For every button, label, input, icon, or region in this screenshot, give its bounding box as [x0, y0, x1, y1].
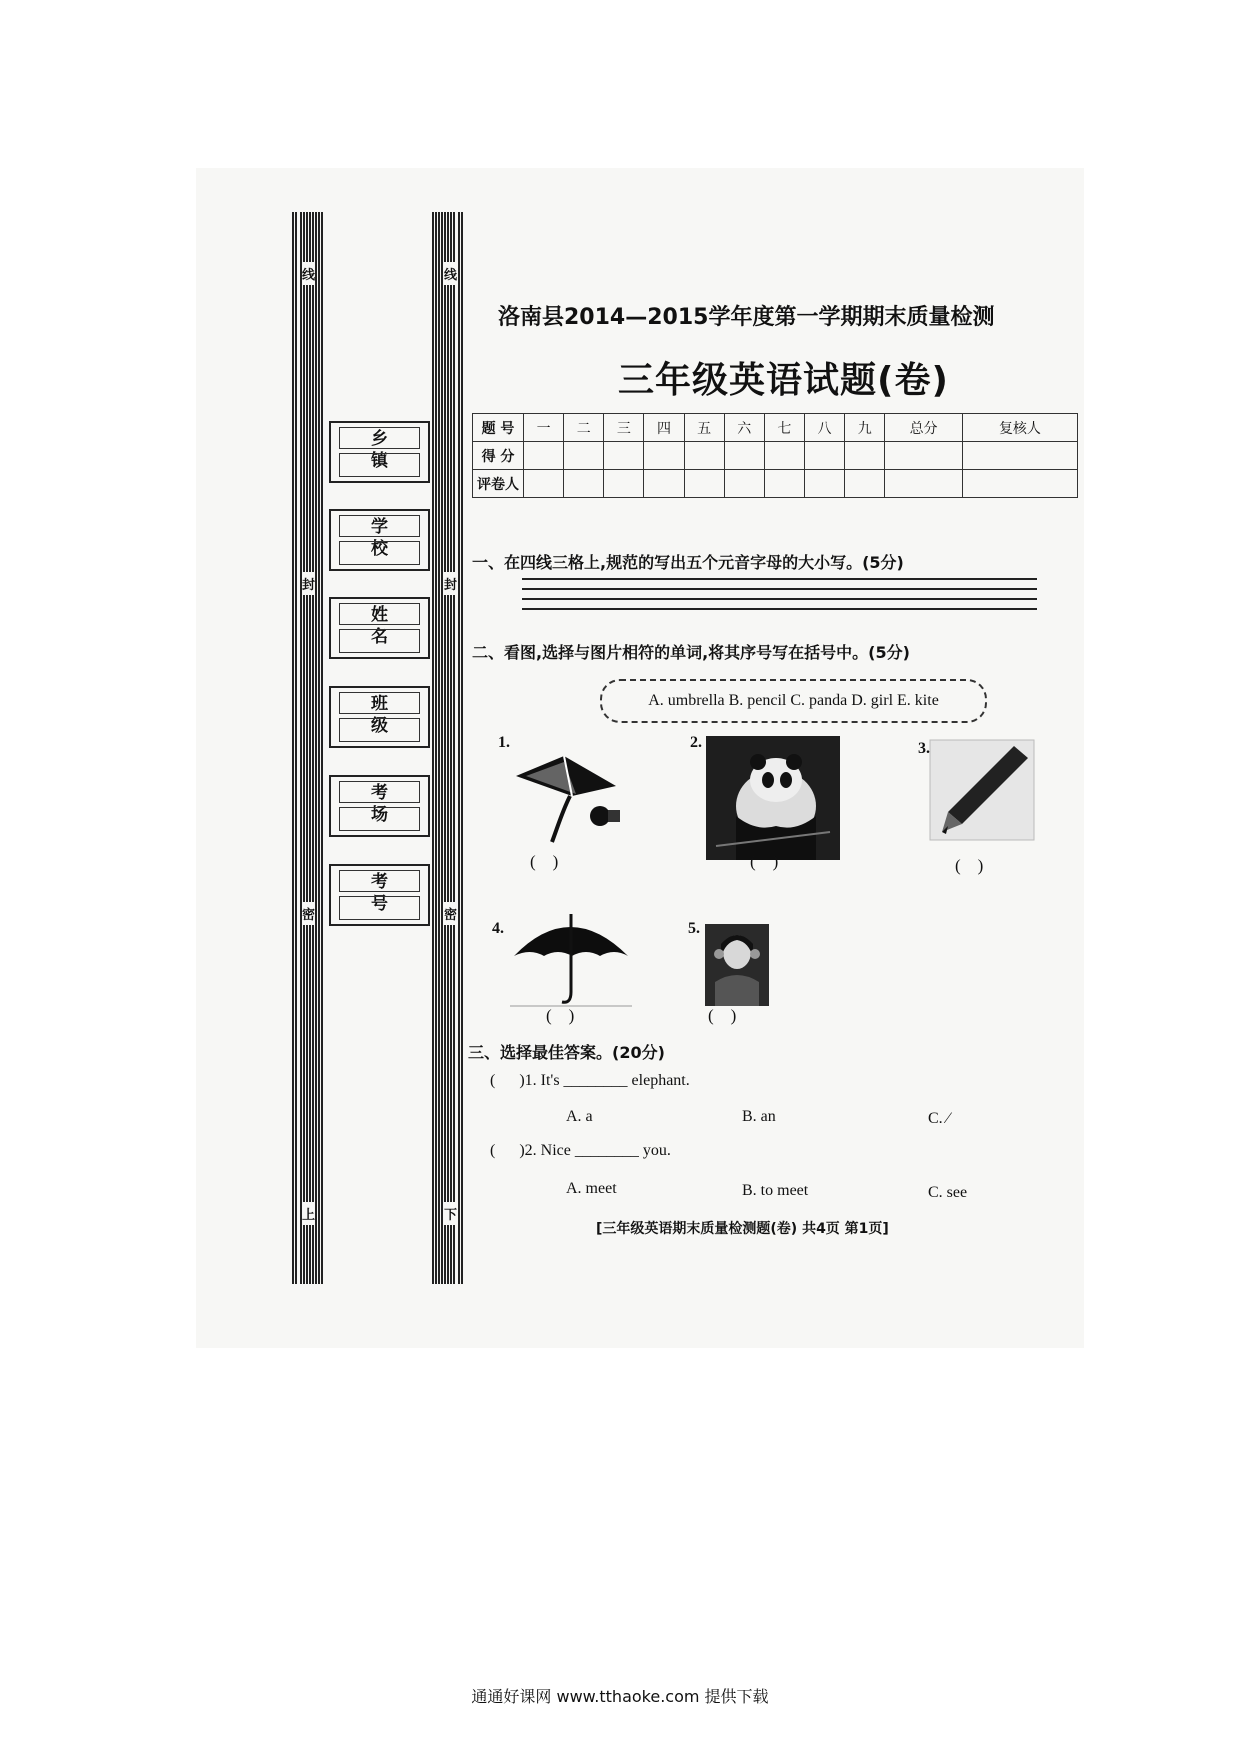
left-mark: 密 [302, 902, 315, 925]
binding-rule [295, 212, 297, 1284]
binding-rule [447, 212, 449, 1284]
left-mark: 上 [302, 1202, 315, 1225]
field-label: 考场 [339, 781, 420, 803]
township-field [329, 421, 430, 483]
answer-blank[interactable]: ( ) [708, 1006, 737, 1025]
exam-title: 三年级英语试题(卷) [618, 360, 949, 401]
field-blank[interactable] [339, 453, 420, 477]
binding-rule [461, 212, 463, 1284]
school-field [329, 509, 430, 571]
answer-blank[interactable]: ( ) [530, 852, 559, 871]
option-b[interactable]: B. an [742, 1108, 776, 1125]
table-header-cell: 题 号 [473, 414, 524, 442]
umbrella-picture [510, 912, 632, 1008]
option-b[interactable]: B. to meet [742, 1182, 809, 1199]
binding-rule [312, 212, 314, 1284]
exam-room-field [329, 775, 430, 837]
table-header-cell: 复核人 [962, 414, 1077, 442]
left-mark: 线 [302, 262, 315, 285]
field-label: 考号 [339, 870, 420, 892]
right-mark: 下 [444, 1202, 457, 1225]
option-a[interactable]: A. meet [566, 1180, 617, 1197]
question-2: ( )2. Nice ________ you. [490, 1142, 671, 1159]
right-mark: 封 [444, 572, 457, 595]
field-blank[interactable] [339, 718, 420, 742]
question-1: ( )1. It's ________ elephant. [490, 1072, 690, 1089]
field-blank[interactable] [339, 629, 420, 653]
binding-rule [303, 212, 305, 1284]
option-c[interactable]: C. see [928, 1184, 968, 1201]
field-label: 姓名 [339, 603, 420, 625]
right-mark: 密 [444, 902, 457, 925]
binding-marks [302, 212, 458, 1284]
table-header-cell: 三 [604, 414, 644, 442]
table-header-cell: 总分 [885, 414, 963, 442]
kite-picture [512, 752, 624, 852]
binding-rule [300, 212, 302, 1284]
binding-rule [309, 212, 311, 1284]
table-header-cell: 九 [845, 414, 885, 442]
table-header-cell: 二 [564, 414, 604, 442]
row-label: 得 分 [473, 442, 524, 470]
binding-rule [306, 212, 308, 1284]
field-label: 乡镇 [339, 427, 420, 449]
binding-rule [450, 212, 452, 1284]
section1-heading: 一、在四线三格上,规范的写出五个元音字母的大小写。(5分) [472, 553, 904, 572]
item-number: 4. [492, 920, 504, 937]
word-bank: A. umbrella B. pencil C. panda D. girl E. kite [600, 679, 987, 723]
score-table [472, 413, 1078, 498]
option-c[interactable]: C. ⁄ [928, 1110, 950, 1127]
binding-rule [458, 212, 460, 1284]
section2-heading: 二、看图,选择与图片相符的单词,将其序号写在括号中。(5分) [472, 643, 910, 662]
name-field [329, 597, 430, 659]
binding-rule [292, 212, 294, 1284]
item-number: 3. [918, 740, 930, 757]
answer-blank[interactable]: ( ) [750, 852, 779, 871]
binding-rule [315, 212, 317, 1284]
answer-blank[interactable]: ( ) [955, 856, 984, 875]
table-header-cell: 八 [804, 414, 844, 442]
left-mark: 封 [302, 572, 315, 595]
table-row [473, 414, 1078, 442]
binding-rule [441, 212, 443, 1284]
table-row [473, 470, 1078, 498]
table-header-cell: 六 [724, 414, 764, 442]
download-watermark: 通通好课网 www.tthaoke.com 提供下载 [471, 1687, 769, 1706]
field-blank[interactable] [339, 807, 420, 831]
page-footer: [三年级英语期末质量检测题(卷) 共4页 第1页] [596, 1221, 889, 1237]
table-header-cell: 一 [524, 414, 564, 442]
row-label: 评卷人 [473, 470, 524, 498]
option-a[interactable]: A. a [566, 1108, 593, 1125]
girl-picture [705, 924, 769, 1006]
item-number: 5. [688, 920, 700, 937]
exam-subtitle: 洛南县2014—2015学年度第一学期期末质量检测 [498, 305, 995, 330]
class-field [329, 686, 430, 748]
exam-number-field [329, 864, 430, 926]
field-blank[interactable] [339, 896, 420, 920]
four-line-grid[interactable] [522, 578, 1037, 612]
table-header-cell: 七 [764, 414, 804, 442]
item-number: 1. [498, 734, 510, 751]
panda-picture [706, 736, 840, 860]
item-number: 2. [690, 734, 702, 751]
table-header-cell: 五 [684, 414, 724, 442]
field-blank[interactable] [339, 541, 420, 565]
pencil-picture [928, 738, 1036, 842]
right-mark: 线 [444, 262, 457, 285]
binding-rule [444, 212, 446, 1284]
field-label: 学校 [339, 515, 420, 537]
table-row [473, 442, 1078, 470]
table-header-cell: 四 [644, 414, 684, 442]
section3-heading: 三、选择最佳答案。(20分) [468, 1043, 665, 1062]
answer-blank[interactable]: ( ) [546, 1006, 575, 1025]
binding-rule [453, 212, 455, 1284]
field-label: 班级 [339, 692, 420, 714]
